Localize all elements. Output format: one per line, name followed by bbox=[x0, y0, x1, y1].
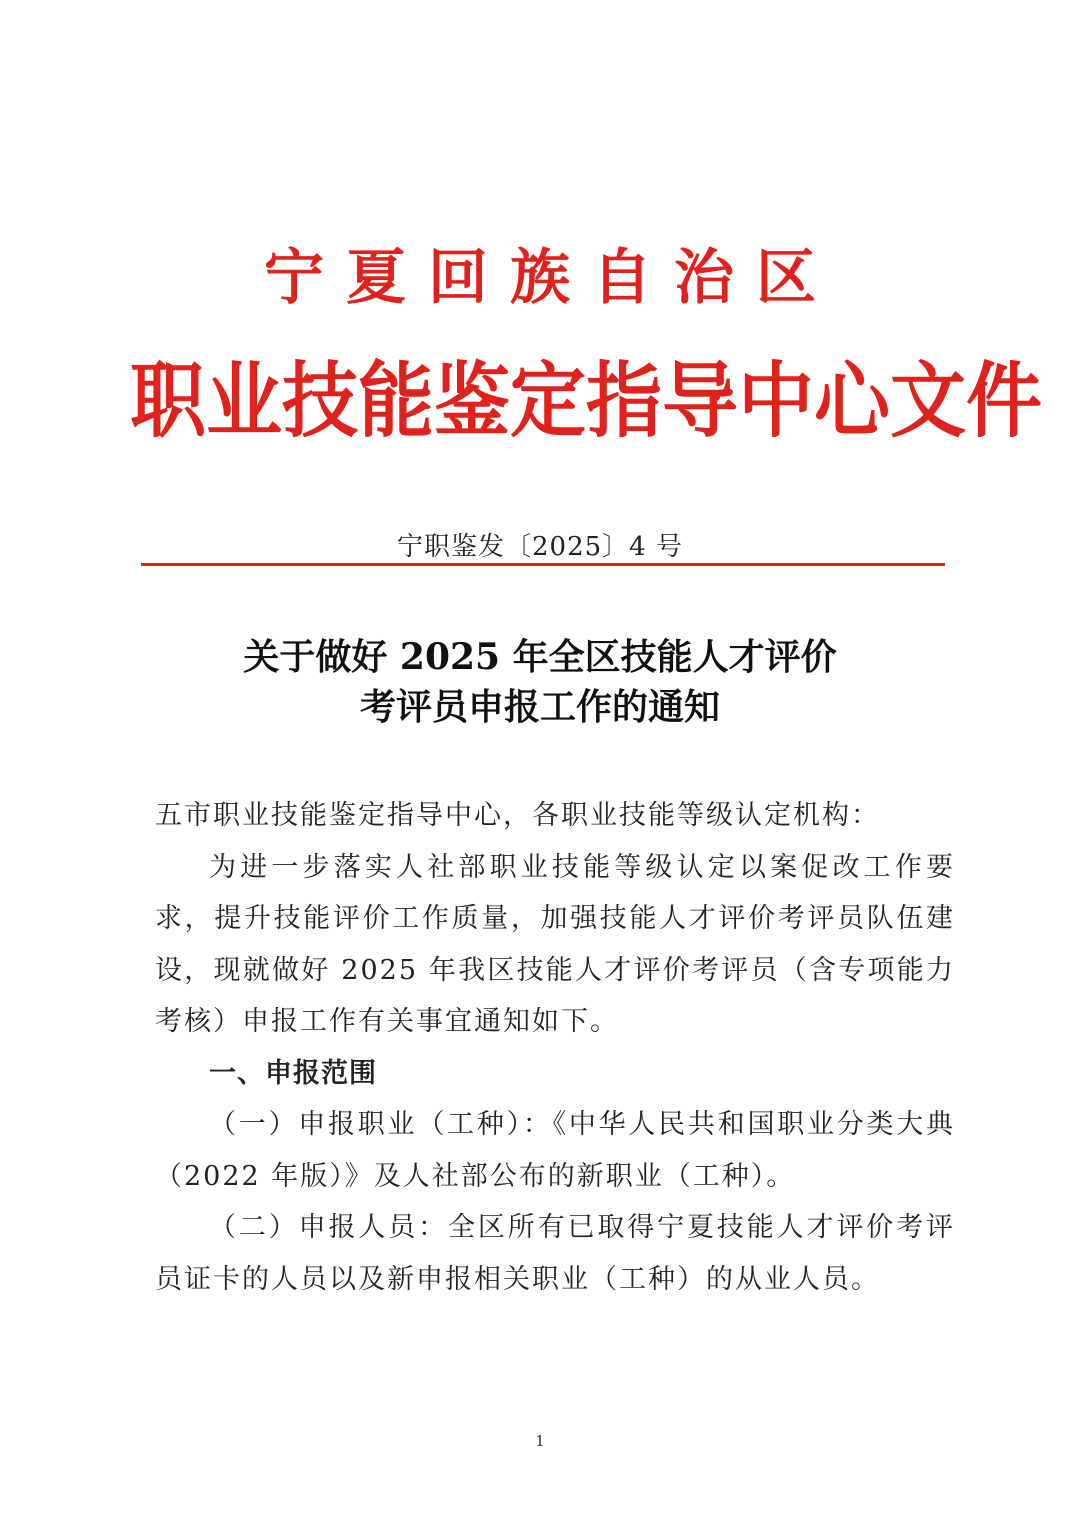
section-heading-scope: 一、申报范围 bbox=[209, 1057, 377, 1089]
item-applicants: （二）申报人员：全区所有已取得宁夏技能人才评价考评员证卡的人员以及新申报相关职业（工种）的从业人员。 bbox=[155, 1212, 955, 1295]
notice-title bbox=[0, 632, 1080, 732]
notice-body bbox=[155, 790, 955, 1305]
issuer-region-header: 宁夏回族自治区 bbox=[264, 243, 838, 313]
notice-title-line1: 关于做好 2025 年全区技能人才评价 bbox=[243, 636, 837, 678]
notice-title-line2: 考评员申报工作的通知 bbox=[359, 686, 720, 728]
red-divider-line bbox=[141, 563, 945, 566]
salutation: 五市职业技能鉴定指导中心，各职业技能等级认定机构： bbox=[155, 800, 880, 831]
page-number: 1 bbox=[535, 1432, 545, 1450]
item-occupation: （一）申报职业（工种）：《中华人民共和国职业分类大典（2022 年版）》及人社部公布的新职业（工种）。 bbox=[155, 1109, 955, 1192]
document-number: 宁职鉴发〔2025〕4 号 bbox=[397, 532, 683, 562]
intro-paragraph: 为进一步落实人社部职业技能等级认定以案促改工作要求，提升技能评价工作质量，加强技能人才评价考评员队伍建设，现就做好 2025 年我区技能人才评价考评员（含专项能力考核）申报工作有关事宜通知如下。 bbox=[155, 851, 955, 1037]
issuer-office-header: 职业技能鉴定指导中心文件 bbox=[130, 352, 1042, 449]
